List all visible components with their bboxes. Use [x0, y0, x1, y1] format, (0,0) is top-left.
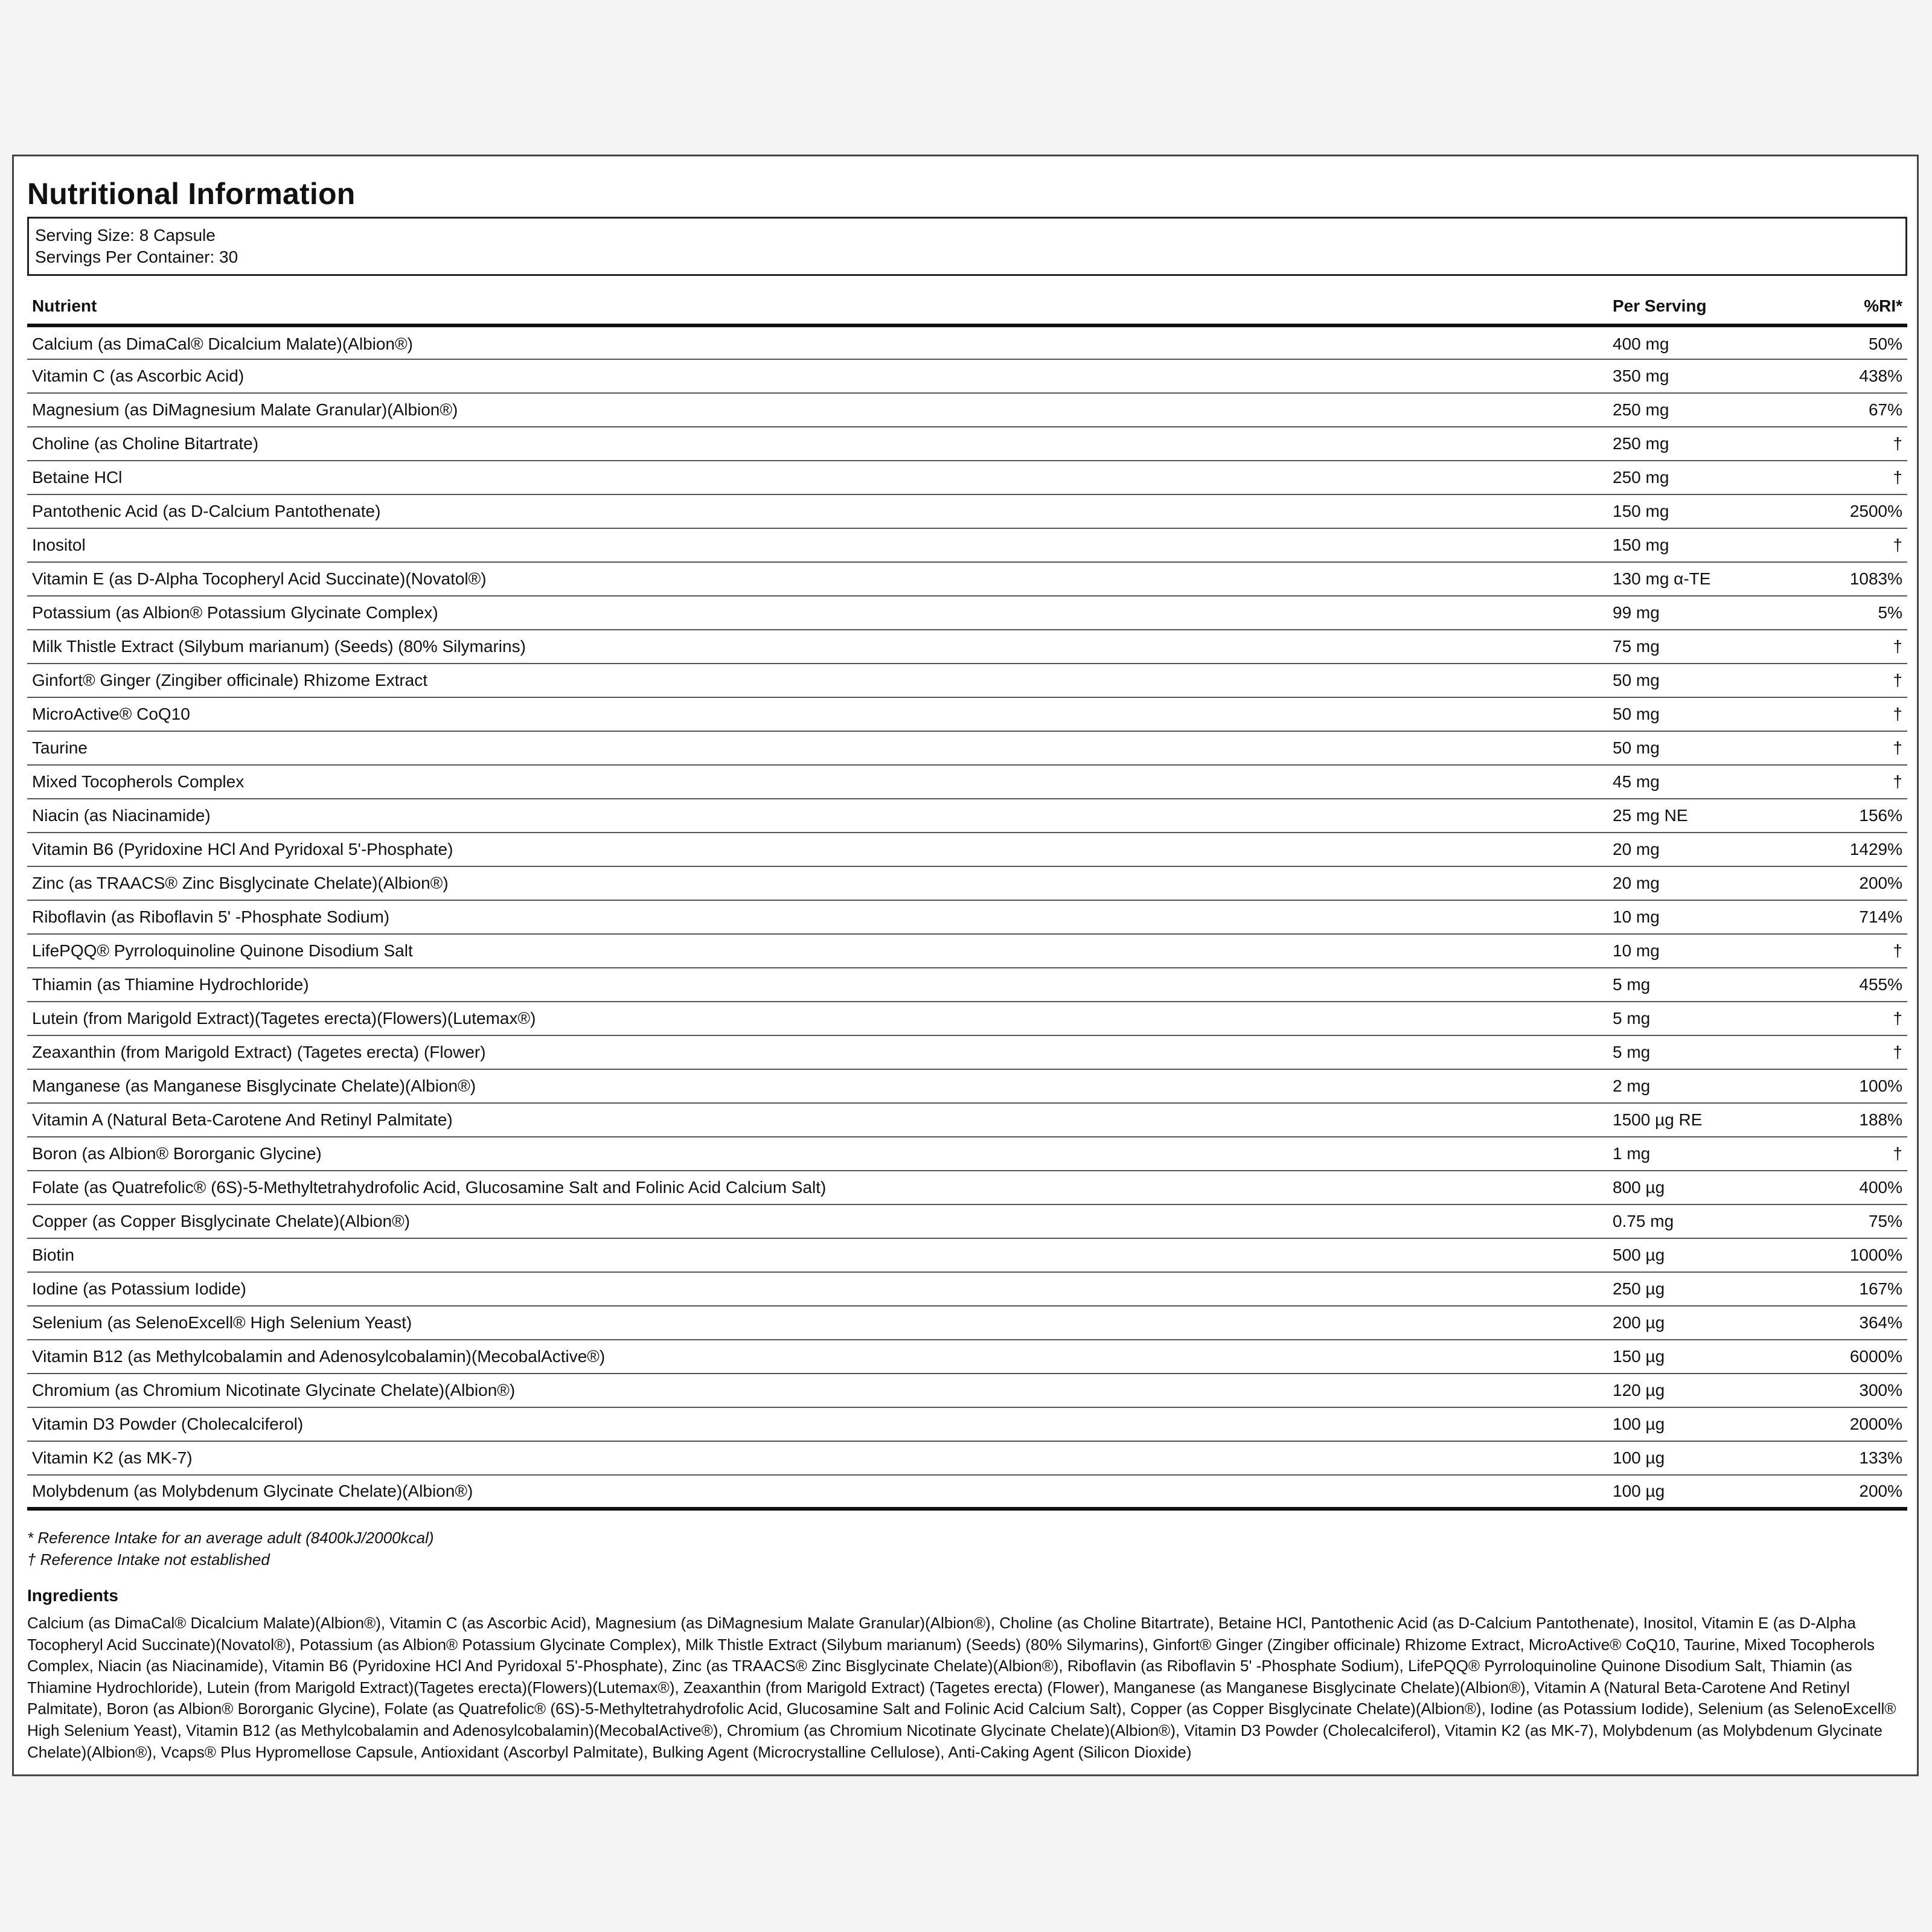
table-row [27, 393, 1907, 427]
per-serving-cell: 50 mg [1608, 664, 1813, 697]
per-serving-cell: 500 µg [1608, 1238, 1813, 1272]
ri-cell: 400% [1813, 1171, 1907, 1204]
ri-cell: 156% [1813, 799, 1907, 833]
ri-cell: 300% [1813, 1374, 1907, 1407]
nutrient-name-cell: Vitamin K2 (as MK-7) [27, 1441, 1608, 1475]
per-serving-cell: 150 µg [1608, 1340, 1813, 1374]
nutrient-name-cell: Vitamin A (Natural Beta-Carotene And Retinyl Palmitate) [27, 1103, 1608, 1137]
per-serving-cell: 45 mg [1608, 765, 1813, 799]
ri-cell: 100% [1813, 1069, 1907, 1103]
nutrient-name-cell: MicroActive® CoQ10 [27, 697, 1608, 731]
nutrient-name-cell: Iodine (as Potassium Iodide) [27, 1272, 1608, 1306]
table-row [27, 1340, 1907, 1374]
per-serving-cell: 200 µg [1608, 1306, 1813, 1340]
footnotes [27, 1527, 434, 1570]
nutrient-table [27, 288, 1907, 1511]
ri-cell: 2500% [1813, 494, 1907, 528]
table-row [27, 596, 1907, 630]
per-serving-cell: 130 mg α-TE [1608, 562, 1813, 596]
nutrient-name-cell: Vitamin C (as Ascorbic Acid) [27, 359, 1608, 393]
table-row [27, 664, 1907, 697]
table-row [27, 325, 1907, 359]
per-serving-cell: 10 mg [1608, 934, 1813, 968]
ri-cell: † [1813, 630, 1907, 664]
table-row [27, 1374, 1907, 1407]
nutrient-name-cell: Milk Thistle Extract (Silybum marianum) (Seeds) (80% Silymarins) [27, 630, 1608, 664]
per-serving-cell: 100 µg [1608, 1407, 1813, 1441]
nutrient-name-cell: Folate (as Quatrefolic® (6S)-5-Methyltetrahydrofolic Acid, Glucosamine Salt and Folinic Acid Calcium Salt) [27, 1171, 1608, 1204]
ri-cell: 188% [1813, 1103, 1907, 1137]
ri-cell: 2000% [1813, 1407, 1907, 1441]
nutrient-name-cell: Magnesium (as DiMagnesium Malate Granular)(Albion®) [27, 393, 1608, 427]
per-serving-cell: 150 mg [1608, 528, 1813, 562]
nutrient-name-cell: Vitamin E (as D-Alpha Tocopheryl Acid Succinate)(Novatol®) [27, 562, 1608, 596]
table-row [27, 1171, 1907, 1204]
nutrient-name-cell: Thiamin (as Thiamine Hydrochloride) [27, 968, 1608, 1002]
per-serving-cell: 150 mg [1608, 494, 1813, 528]
table-row [27, 359, 1907, 393]
table-row [27, 900, 1907, 934]
servings-per-container: Servings Per Container: 30 [35, 248, 238, 266]
ri-cell: † [1813, 1002, 1907, 1035]
per-serving-cell: 120 µg [1608, 1374, 1813, 1407]
per-serving-cell: 10 mg [1608, 900, 1813, 934]
per-serving-cell: 0.75 mg [1608, 1204, 1813, 1238]
ri-cell: 6000% [1813, 1340, 1907, 1374]
table-row [27, 934, 1907, 968]
per-serving-cell: 350 mg [1608, 359, 1813, 393]
ri-cell: † [1813, 1035, 1907, 1069]
ri-cell: † [1813, 697, 1907, 731]
table-row [27, 1272, 1907, 1306]
table-row [27, 1137, 1907, 1171]
table-row [27, 1035, 1907, 1069]
per-serving-cell: 250 mg [1608, 427, 1813, 461]
nutrient-name-cell: Riboflavin (as Riboflavin 5' -Phosphate Sodium) [27, 900, 1608, 934]
table-row [27, 1238, 1907, 1272]
ri-cell: † [1813, 1137, 1907, 1171]
ingredients-title: Ingredients [27, 1586, 118, 1605]
table-row [27, 494, 1907, 528]
per-serving-cell: 5 mg [1608, 1035, 1813, 1069]
nutrient-table-body [27, 325, 1907, 1509]
table-row [27, 765, 1907, 799]
page-title: Nutritional Information [27, 177, 356, 211]
nutrient-name-cell: Selenium (as SelenoExcell® High Selenium Yeast) [27, 1306, 1608, 1340]
nutrient-name-cell: Potassium (as Albion® Potassium Glycinate Complex) [27, 596, 1608, 630]
table-row [27, 562, 1907, 596]
ri-cell: 67% [1813, 393, 1907, 427]
nutrient-name-cell: Calcium (as DimaCal® Dicalcium Malate)(Albion®) [27, 325, 1608, 359]
table-row [27, 1103, 1907, 1137]
ri-cell: 200% [1813, 1475, 1907, 1509]
nutrient-name-cell: Biotin [27, 1238, 1608, 1272]
table-row [27, 1407, 1907, 1441]
header-nutrient: Nutrient [27, 288, 1608, 325]
per-serving-cell: 2 mg [1608, 1069, 1813, 1103]
per-serving-cell: 400 mg [1608, 325, 1813, 359]
nutrient-name-cell: Manganese (as Manganese Bisglycinate Chelate)(Albion®) [27, 1069, 1608, 1103]
nutrient-name-cell: Vitamin B12 (as Methylcobalamin and Adenosylcobalamin)(MecobalActive®) [27, 1340, 1608, 1374]
nutrient-name-cell: Lutein (from Marigold Extract)(Tagetes erecta)(Flowers)(Lutemax®) [27, 1002, 1608, 1035]
ri-cell: 200% [1813, 866, 1907, 900]
footnote-ri: * Reference Intake for an average adult (8400kJ/2000kcal) [27, 1529, 434, 1547]
table-row [27, 799, 1907, 833]
header-ri: %RI* [1813, 288, 1907, 325]
per-serving-cell: 20 mg [1608, 833, 1813, 866]
table-row [27, 1441, 1907, 1475]
nutrient-name-cell: Choline (as Choline Bitartrate) [27, 427, 1608, 461]
ri-cell: 455% [1813, 968, 1907, 1002]
per-serving-cell: 1 mg [1608, 1137, 1813, 1171]
ri-cell: † [1813, 528, 1907, 562]
nutrient-name-cell: Mixed Tocopherols Complex [27, 765, 1608, 799]
table-row [27, 461, 1907, 494]
per-serving-cell: 1500 µg RE [1608, 1103, 1813, 1137]
per-serving-cell: 100 µg [1608, 1441, 1813, 1475]
nutrient-name-cell: Betaine HCl [27, 461, 1608, 494]
table-row [27, 1069, 1907, 1103]
table-row [27, 1306, 1907, 1340]
table-row [27, 833, 1907, 866]
table-row [27, 1204, 1907, 1238]
nutrient-name-cell: LifePQQ® Pyrroloquinoline Quinone Disodium Salt [27, 934, 1608, 968]
per-serving-cell: 50 mg [1608, 697, 1813, 731]
nutrient-name-cell: Inositol [27, 528, 1608, 562]
nutrient-name-cell: Taurine [27, 731, 1608, 765]
ri-cell: † [1813, 461, 1907, 494]
per-serving-cell: 250 mg [1608, 393, 1813, 427]
nutrient-name-cell: Boron (as Albion® Bororganic Glycine) [27, 1137, 1608, 1171]
ri-cell: 133% [1813, 1441, 1907, 1475]
per-serving-cell: 100 µg [1608, 1475, 1813, 1509]
table-row [27, 968, 1907, 1002]
ri-cell: 1000% [1813, 1238, 1907, 1272]
per-serving-cell: 250 µg [1608, 1272, 1813, 1306]
table-row [27, 630, 1907, 664]
per-serving-cell: 75 mg [1608, 630, 1813, 664]
ri-cell: † [1813, 765, 1907, 799]
nutrient-name-cell: Zeaxanthin (from Marigold Extract) (Tagetes erecta) (Flower) [27, 1035, 1608, 1069]
per-serving-cell: 5 mg [1608, 968, 1813, 1002]
ri-cell: † [1813, 427, 1907, 461]
table-row [27, 1002, 1907, 1035]
per-serving-cell: 800 µg [1608, 1171, 1813, 1204]
nutrient-name-cell: Zinc (as TRAACS® Zinc Bisglycinate Chelate)(Albion®) [27, 866, 1608, 900]
per-serving-cell: 25 mg NE [1608, 799, 1813, 833]
per-serving-cell: 5 mg [1608, 1002, 1813, 1035]
ri-cell: 5% [1813, 596, 1907, 630]
nutrient-name-cell: Niacin (as Niacinamide) [27, 799, 1608, 833]
ri-cell: 1083% [1813, 562, 1907, 596]
table-row [27, 697, 1907, 731]
nutrient-name-cell: Vitamin D3 Powder (Cholecalciferol) [27, 1407, 1608, 1441]
per-serving-cell: 250 mg [1608, 461, 1813, 494]
footnote-not-established: † Reference Intake not established [27, 1550, 270, 1569]
ri-cell: 364% [1813, 1306, 1907, 1340]
ri-cell: 714% [1813, 900, 1907, 934]
ri-cell: 438% [1813, 359, 1907, 393]
nutrition-panel [12, 155, 1919, 1776]
ri-cell: 1429% [1813, 833, 1907, 866]
table-row [27, 1475, 1907, 1509]
ingredients-text: Calcium (as DimaCal® Dicalcium Malate)(Albion®), Vitamin C (as Ascorbic Acid), Magnesium (as DiMagnesium Malate Granular)(Albion®), Choline (as Choline Bitartrate), Betaine HCl, Pantothenic Acid (as D-Calcium Pantothenate), Inositol, Vitamin E (as D-Alpha Tocopheryl Acid Succinate)(Novatol®), Potassium (as Albion® Potassium Glycinate Complex), Milk Thistle Extract (Silybum marianum) (Seeds) (80% Silymarins), Ginfort® Ginger (Zingiber officinale) Rhizome Extract, MicroActive® CoQ10, Taurine, Mixed Tocopherols Complex, Niacin (as Niacinamide), Vitamin B6 (Pyridoxine HCl And Pyridoxal 5'-Phosphate), Zinc (as TRAACS® Zinc Bisglycinate Chelate)(Albion®), Riboflavin (as Riboflavin 5' -Phosphate Sodium), LifePQQ® Pyrroloquinoline Quinone Disodium Salt, Thiamin (as Thiamine Hydrochloride), Lutein (from Marigold Extract)(Tagetes erecta)(Flowers)(Lutemax®), Zeaxanthin (from Marigold Extract) (Tagetes erecta) (Flower), Manganese (as Manganese Bisglycinate Chelate)(Albion®), Vitamin A (Natural Beta-Carotene And Retinyl Palmitate), Boron (as Albion® Bororganic Glycine), Folate (as Quatrefolic® (6S)-5-Methyltetrahydrofolic Acid, Glucosamine Salt and Folinic Acid Calcium Salt), Copper (as Copper Bisglycinate Chelate)(Albion®), Iodine (as Potassium Iodide), Selenium (as SelenoExcell® High Selenium Yeast), Vitamin B12 (as Methylcobalamin and Adenosylcobalamin)(MecobalActive®), Chromium (as Chromium Nicotinate Glycinate Chelate)(Albion®), Vitamin D3 Powder (Cholecalciferol), Vitamin K2 (as MK-7), Molybdenum (as Molybdenum Glycinate Chelate)(Albion®), Vcaps® Plus Hypromellose Capsule, Antioxidant (Ascorbyl Palmitate), Bulking Agent (Microcrystalline Cellulose), Anti-Caking Agent (Silicon Dioxide) [27, 1614, 1896, 1761]
nutrient-name-cell: Molybdenum (as Molybdenum Glycinate Chelate)(Albion®) [27, 1475, 1608, 1509]
table-row [27, 528, 1907, 562]
nutrient-name-cell: Chromium (as Chromium Nicotinate Glycinate Chelate)(Albion®) [27, 1374, 1608, 1407]
per-serving-cell: 99 mg [1608, 596, 1813, 630]
nutrient-name-cell: Copper (as Copper Bisglycinate Chelate)(Albion®) [27, 1204, 1608, 1238]
ri-cell: † [1813, 934, 1907, 968]
header-per-serving: Per Serving [1608, 288, 1813, 325]
per-serving-cell: 20 mg [1608, 866, 1813, 900]
nutrient-name-cell: Pantothenic Acid (as D-Calcium Pantothenate) [27, 494, 1608, 528]
table-row [27, 731, 1907, 765]
nutrient-name-cell: Vitamin B6 (Pyridoxine HCl And Pyridoxal 5'-Phosphate) [27, 833, 1608, 866]
per-serving-cell: 50 mg [1608, 731, 1813, 765]
ri-cell: 75% [1813, 1204, 1907, 1238]
ri-cell: † [1813, 664, 1907, 697]
table-row [27, 427, 1907, 461]
table-row [27, 866, 1907, 900]
nutrient-name-cell: Ginfort® Ginger (Zingiber officinale) Rhizome Extract [27, 664, 1608, 697]
nutrient-table-wrapper [27, 288, 1907, 1511]
ri-cell: 167% [1813, 1272, 1907, 1306]
serving-size: Serving Size: 8 Capsule [35, 226, 216, 245]
ri-cell: 50% [1813, 325, 1907, 359]
table-header-row [27, 288, 1907, 325]
serving-info-box [27, 217, 1907, 276]
ri-cell: † [1813, 731, 1907, 765]
